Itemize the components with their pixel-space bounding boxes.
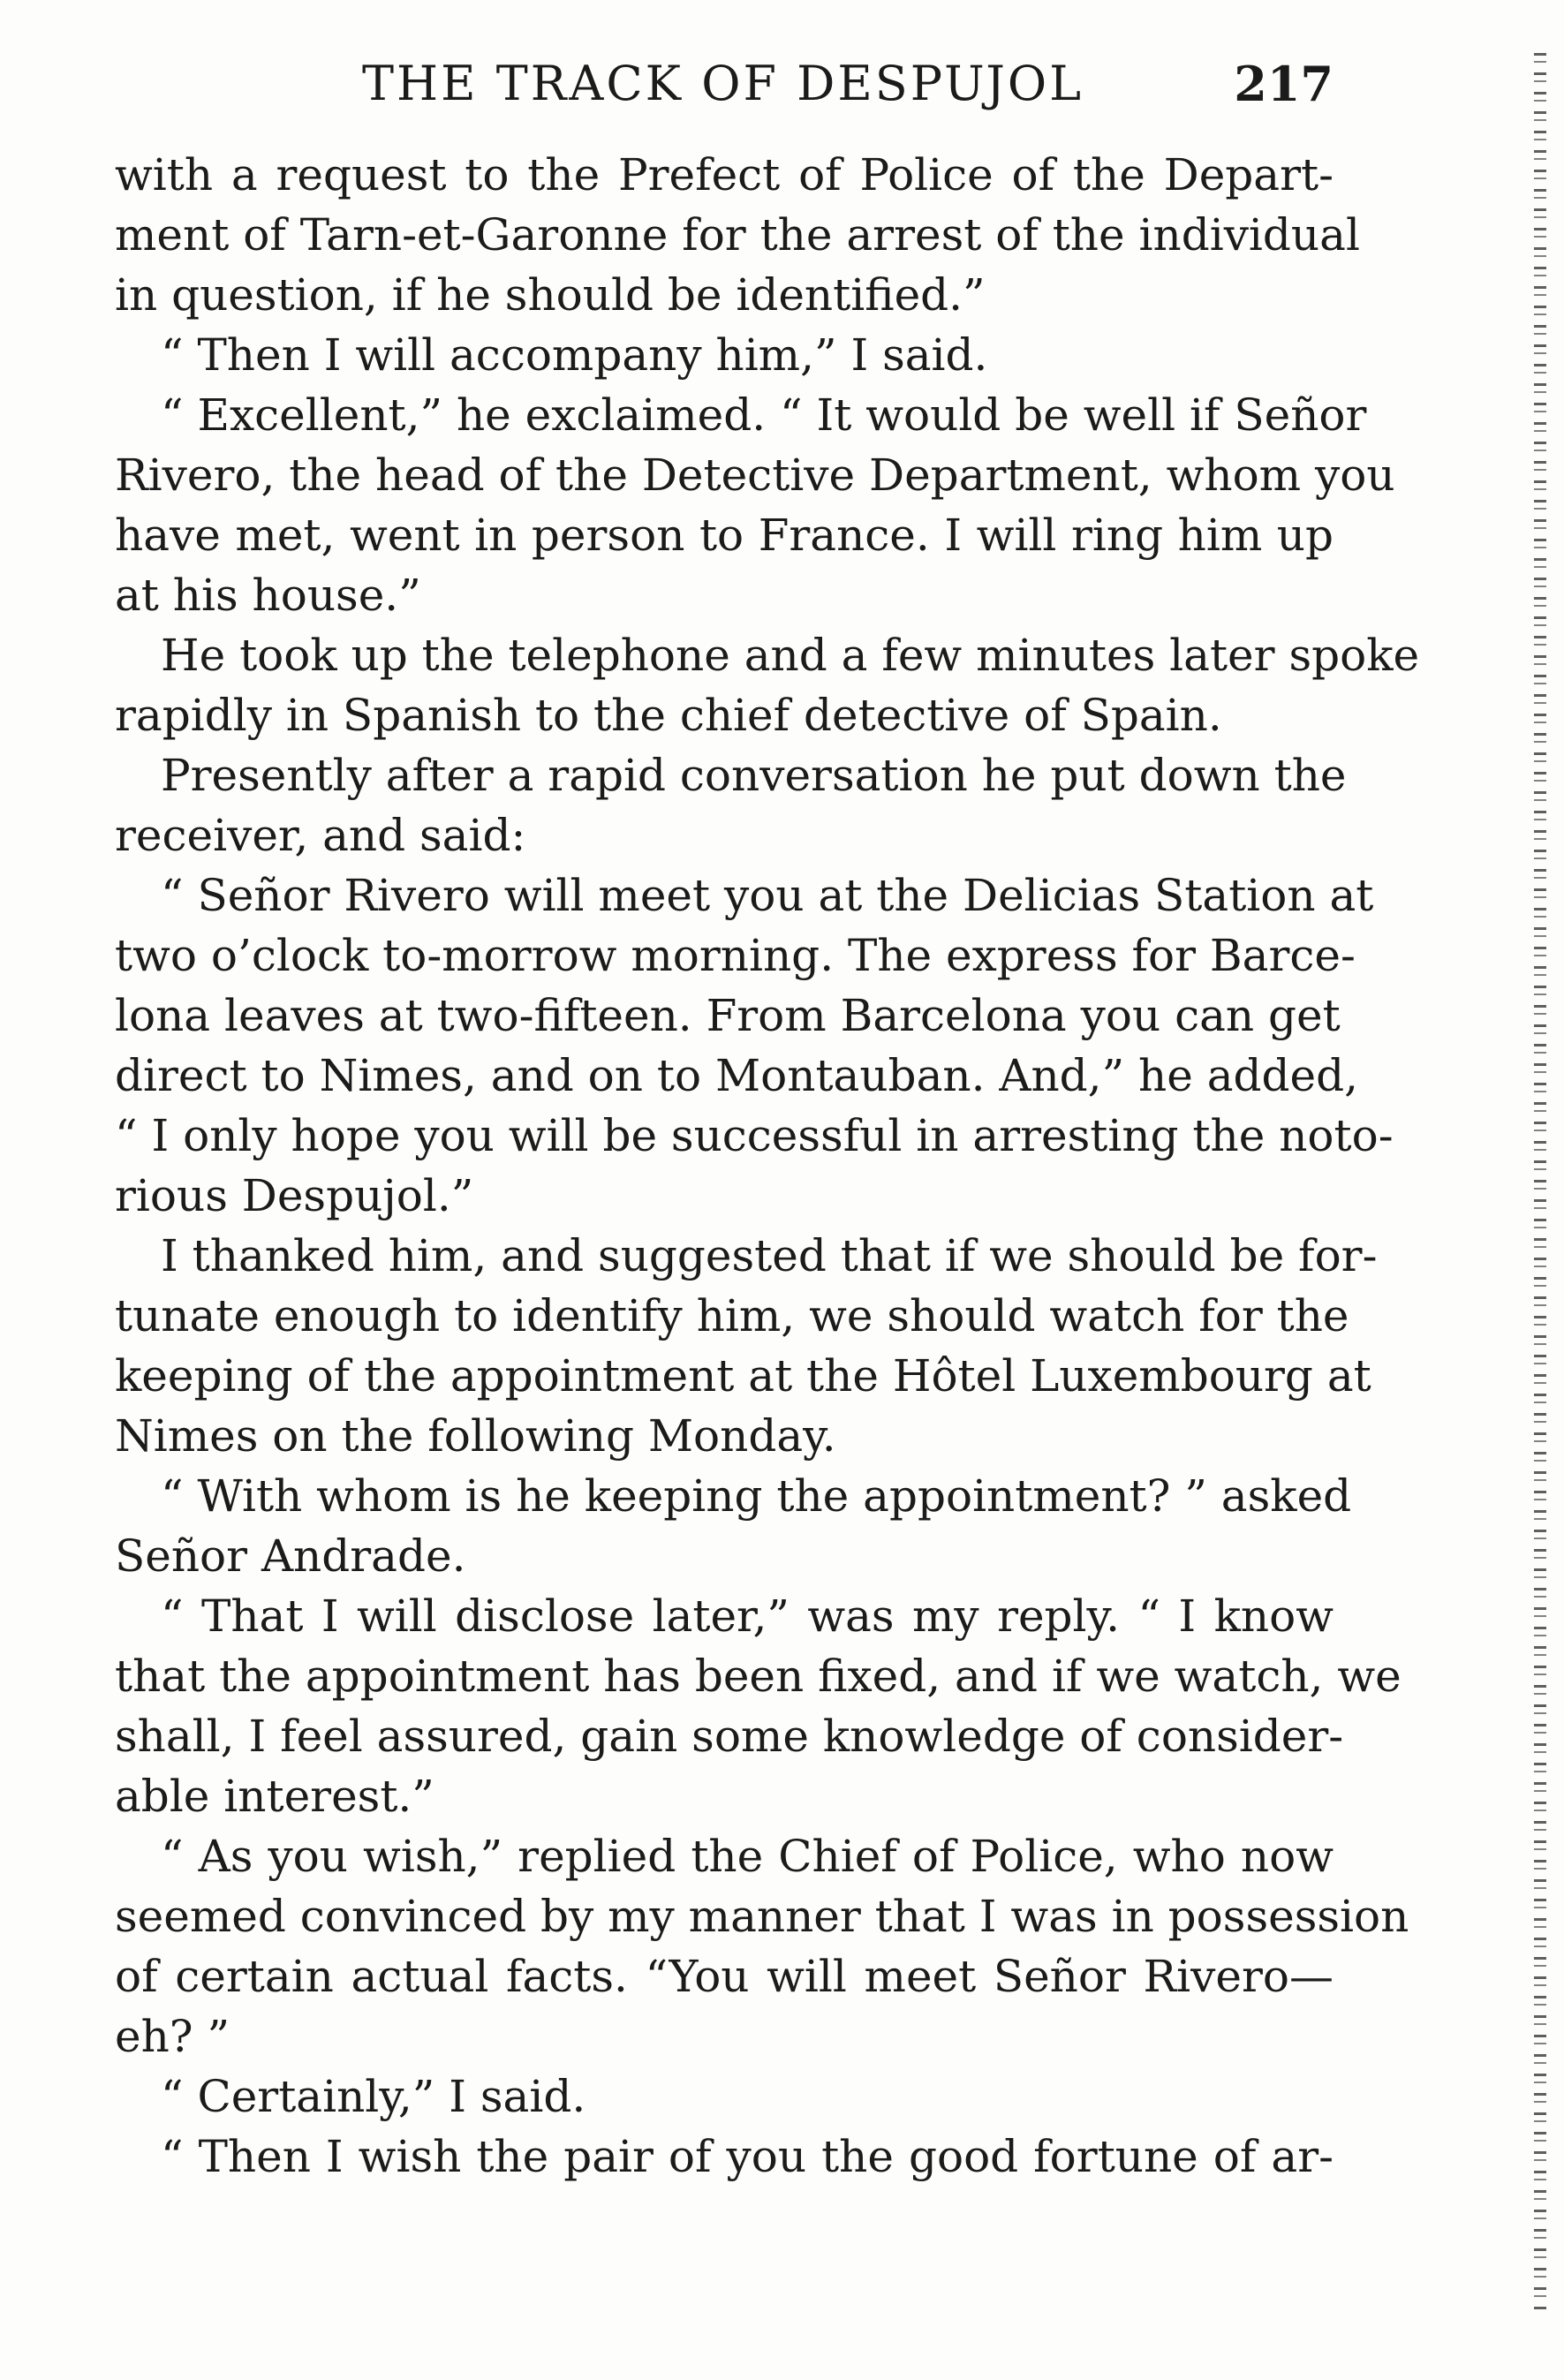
page-number: 217 [1234, 56, 1334, 112]
text-line: “ Certainly,” I said. [161, 2071, 586, 2122]
running-title: THE TRACK OF DESPUJOL [362, 56, 1084, 111]
text-line: rapidly in Spanish to the chief detective of Spain. [115, 690, 1222, 741]
text-line: Rivero, the head of the Detective Department, whom you [115, 450, 1395, 501]
text-line: “ Excellent,” he exclaimed. “ It would be well if Señor [161, 389, 1367, 441]
text-line: rious Despujol.” [115, 1170, 474, 1221]
text-line: shall, I feel assured, gain some knowledge of consider- [115, 1711, 1344, 1762]
text-line: “ Then I will accompany him,” I said. [161, 329, 988, 381]
text-line: tunate enough to identify him, we should watch for the [115, 1290, 1349, 1341]
text-line: ment of Tarn-et-Garonne for the arrest of the individual [115, 209, 1360, 261]
text-line: lona leaves at two-fifteen. From Barcelona you can get [115, 990, 1341, 1041]
text-line: direct to Nimes, and on to Montauban. And,” he added, [115, 1050, 1359, 1101]
body-text [115, 145, 1420, 2187]
scan-edge-artifact [1534, 53, 1546, 2314]
text-line: Señor Andrade. [115, 1530, 466, 1582]
text-line: seemed convinced by my manner that I was in possession [115, 1891, 1409, 1942]
text-line: Nimes on the following Monday. [115, 1410, 836, 1462]
page-header [115, 53, 1334, 115]
text-line: with a request to the Prefect of Police of the Depart- [115, 149, 1334, 200]
text-line: able interest.” [115, 1771, 434, 1822]
text-line: receiver, and said: [115, 810, 526, 861]
text-line: Presently after a rapid conversation he put down the [161, 750, 1347, 801]
text-line: “ I only hope you will be successful in arresting the noto- [115, 1110, 1394, 1161]
text-line: have met, went in person to France. I will ring him up [115, 510, 1334, 561]
text-line: “ That I will disclose later,” was my reply. “ I know [161, 1590, 1334, 1642]
text-line: that the appointment has been fixed, and if we watch, we [115, 1651, 1402, 1702]
text-line: two o’clock to-morrow morning. The express for Barce- [115, 930, 1356, 981]
text-line: He took up the telephone and a few minutes later spoke [161, 630, 1420, 681]
text-line: of certain actual facts. “You will meet Señor Rivero— [115, 1951, 1334, 2002]
text-line: keeping of the appointment at the Hôtel Luxembourg at [115, 1350, 1371, 1402]
text-line: eh? ” [115, 2011, 230, 2062]
text-line: “ As you wish,” replied the Chief of Police, who now [161, 1831, 1334, 1882]
text-line: “ Señor Rivero will meet you at the Delicias Station at [161, 870, 1374, 921]
text-line: I thanked him, and suggested that if we should be for- [161, 1230, 1378, 1281]
text-line: in question, if he should be identified.” [115, 269, 986, 321]
text-line: at his house.” [115, 570, 421, 621]
text-line: “ With whom is he keeping the appointment? ” asked [161, 1470, 1352, 1522]
text-line: “ Then I wish the pair of you the good fortune of ar- [161, 2131, 1334, 2182]
